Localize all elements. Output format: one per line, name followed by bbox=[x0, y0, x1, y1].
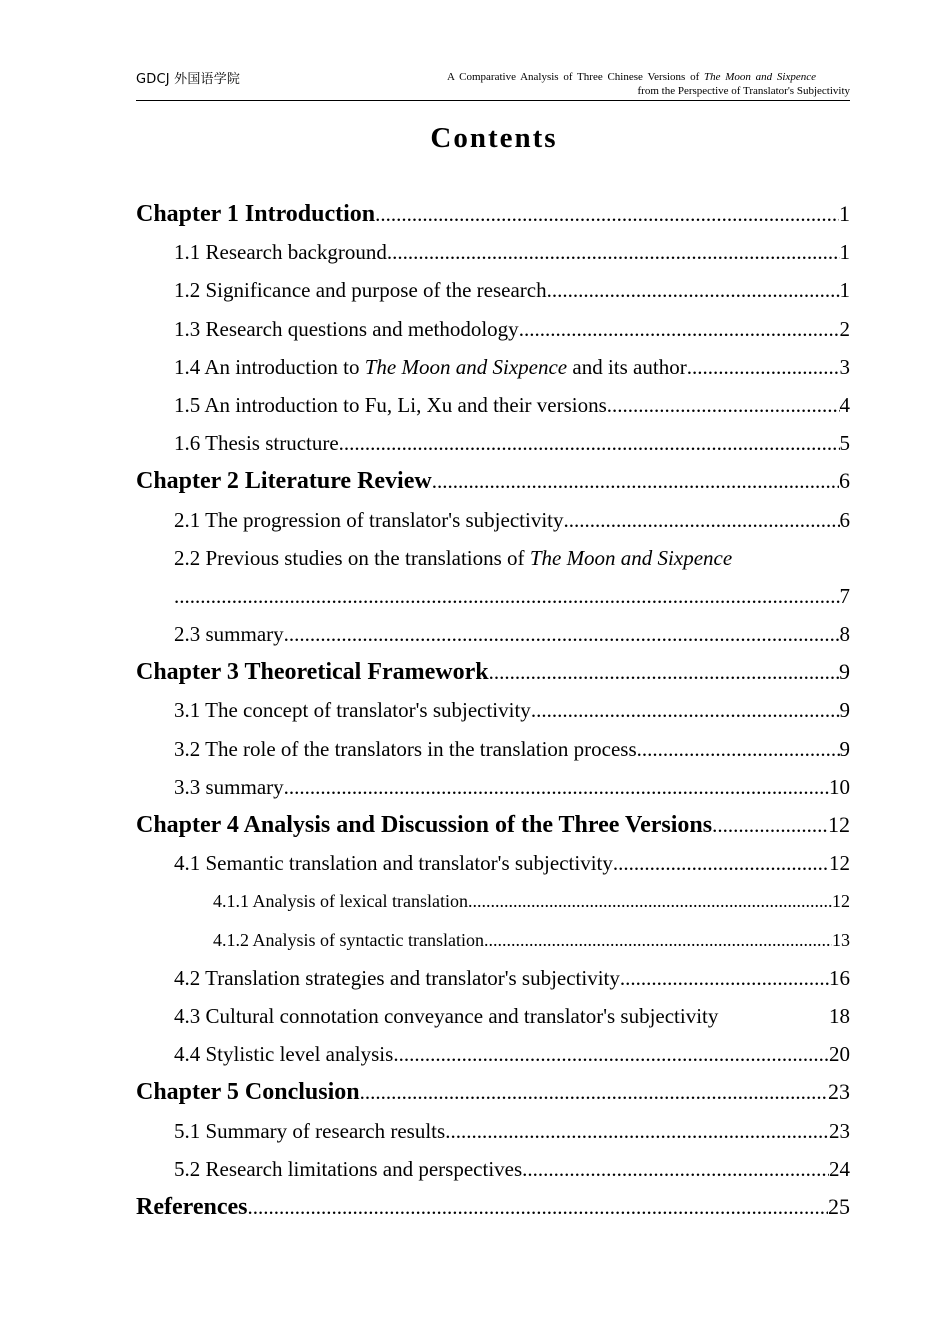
toc-section-2-2[interactable]: 2.2 Previous studies on the translations of The Moon and Sixpence bbox=[174, 545, 733, 570]
toc-chapter-2[interactable]: Chapter 2 Literature Review ..... 6 bbox=[136, 462, 850, 500]
page-number: 12 bbox=[828, 812, 850, 837]
page-number: 23 bbox=[828, 1079, 850, 1105]
toc-subsection-4-1-2[interactable]: 4.1.2 Analysis of syntactic translation ..... 13 bbox=[136, 921, 850, 959]
page-number: 5 bbox=[839, 431, 850, 456]
page-number: 20 bbox=[829, 1042, 850, 1067]
header-title-line2: from the Perspective of Translator's Subjectivity bbox=[637, 85, 850, 97]
toc-references[interactable]: References ..... 25 bbox=[136, 1188, 850, 1226]
toc-section-1-5[interactable]: 1.5 An introduction to Fu, Li, Xu and their versions ..... 4 bbox=[136, 386, 850, 424]
toc-section-1-1[interactable]: 1.1 Research background ..... 1 bbox=[136, 233, 850, 271]
toc-subsection-4-1-1[interactable]: 4.1.1 Analysis of lexical translation ..... 12 bbox=[136, 882, 850, 920]
toc-section-5-1[interactable]: 5.1 Summary of research results ..... 23 bbox=[136, 1112, 850, 1150]
toc-chapter-1[interactable]: Chapter 1 Introduction ..... 1 bbox=[136, 195, 850, 233]
page-number: 16 bbox=[829, 965, 850, 990]
page-number: 1 bbox=[839, 201, 850, 226]
page-number: 3 bbox=[839, 354, 850, 379]
page-title: Contents bbox=[430, 122, 558, 154]
page-number: 1 bbox=[839, 278, 850, 303]
toc-section-1-4[interactable]: 1.4 An introduction to The Moon and Sixpence and its author ..... 3 bbox=[136, 348, 850, 386]
page-number: 9 bbox=[839, 659, 850, 685]
toc-section-3-2[interactable]: 3.2 The role of the translators in the translation process ..... 9 bbox=[136, 730, 850, 768]
toc-chapter-4[interactable]: Chapter 4 Analysis and Discussion of the Three Versions ..... 12 bbox=[136, 806, 850, 844]
page-number: 9 bbox=[839, 736, 850, 761]
toc-section-2-1[interactable]: 2.1 The progression of translator's subjectivity ..... 6 bbox=[136, 501, 850, 539]
page-number: 24 bbox=[829, 1156, 850, 1181]
book-title: The Moon and Sixpence bbox=[364, 354, 568, 379]
toc-section-2-3[interactable]: 2.3 summary ..... 8 bbox=[136, 615, 850, 653]
page-number: 4 bbox=[839, 392, 850, 417]
toc-chapter-5[interactable]: Chapter 5 Conclusion ..... 23 bbox=[136, 1073, 850, 1111]
page-number: 8 bbox=[839, 622, 850, 647]
page-number: 2 bbox=[839, 316, 850, 341]
page-number: 12 bbox=[829, 851, 850, 876]
toc-section-1-2[interactable]: 1.2 Significance and purpose of the research ..... 1 bbox=[136, 271, 850, 309]
page-number: 6 bbox=[839, 468, 850, 494]
toc-section-4-3[interactable]: 4.3 Cultural connotation conveyance and translator's subjectivity 18 bbox=[136, 997, 850, 1035]
header-thesis-title bbox=[447, 70, 850, 98]
page-number: 6 bbox=[839, 507, 850, 532]
header-rule bbox=[136, 100, 850, 101]
page-number: 12 bbox=[832, 891, 850, 912]
page-number: 10 bbox=[829, 774, 850, 799]
toc-section-2-2-continued[interactable] bbox=[136, 577, 850, 615]
page-number: 18 bbox=[829, 1003, 850, 1028]
header-title-line1: A Comparative Analysis of Three Chinese Versions of bbox=[447, 71, 704, 83]
leader-dots bbox=[375, 195, 839, 233]
toc-section-3-3[interactable]: 3.3 summary ..... 10 bbox=[136, 768, 850, 806]
page-number: 23 bbox=[829, 1118, 850, 1143]
page-number: 7 bbox=[839, 583, 850, 608]
toc-section-1-6[interactable]: 1.6 Thesis structure ..... 5 bbox=[136, 424, 850, 462]
page-number: 25 bbox=[828, 1193, 850, 1219]
book-title: The Moon and Sixpence bbox=[529, 545, 733, 570]
toc-section-1-3[interactable]: 1.3 Research questions and methodology ..... 2 bbox=[136, 310, 850, 348]
toc-chapter-3[interactable]: Chapter 3 Theoretical Framework ..... 9 bbox=[136, 653, 850, 691]
header-title-book: The Moon and Sixpence bbox=[704, 71, 816, 83]
toc-section-3-1[interactable]: 3.1 The concept of translator's subjectivity ..... 9 bbox=[136, 691, 850, 729]
page-number: 1 bbox=[839, 240, 850, 265]
table-of-contents bbox=[136, 195, 850, 1226]
toc-section-4-4[interactable]: 4.4 Stylistic level analysis ..... 20 bbox=[136, 1035, 850, 1073]
toc-section-4-2[interactable]: 4.2 Translation strategies and translator's subjectivity ..... 16 bbox=[136, 959, 850, 997]
toc-section-5-2[interactable]: 5.2 Research limitations and perspectives ..... 24 bbox=[136, 1150, 850, 1188]
page-number: 13 bbox=[832, 929, 850, 950]
toc-section-4-1[interactable]: 4.1 Semantic translation and translator's subjectivity ..... 12 bbox=[136, 844, 850, 882]
header-school: GDCJ 外国语学院 bbox=[136, 72, 241, 87]
page-number: 9 bbox=[839, 698, 850, 723]
